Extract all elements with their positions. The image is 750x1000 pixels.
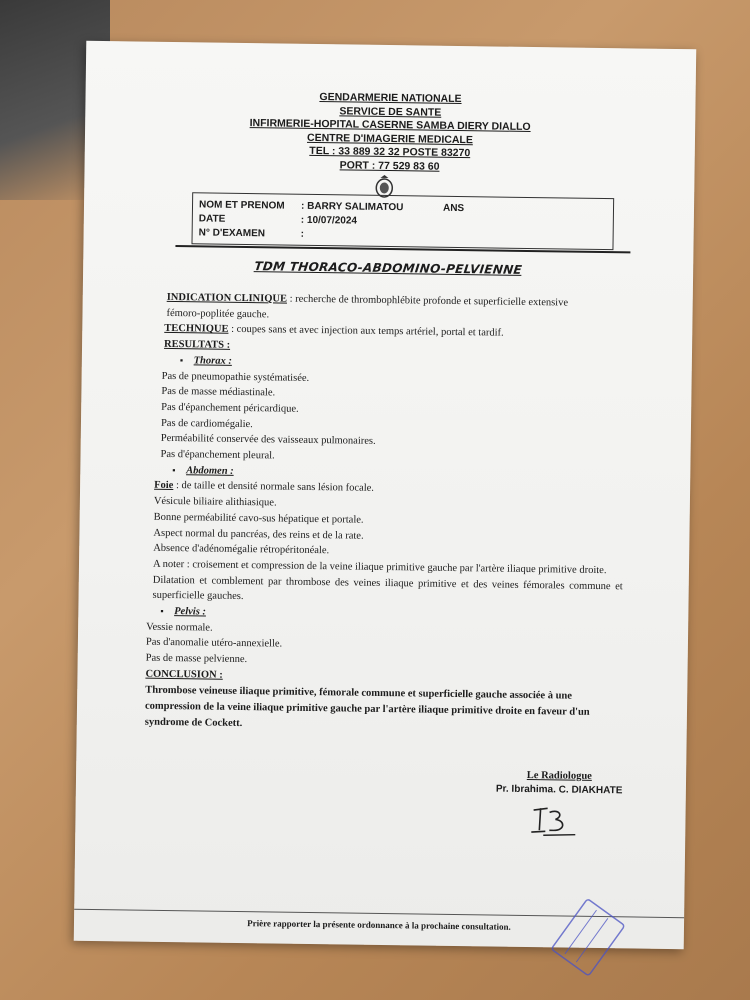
conclusion-label: CONCLUSION :	[145, 668, 223, 681]
report-body	[145, 290, 621, 737]
header-line-5: TEL : 33 889 32 32 POSTE 83270	[309, 144, 471, 160]
list-item: Pas de cardiomégalie.	[160, 417, 253, 430]
list-item: Bonne perméabilité cavo-sus hépatique et portale.	[153, 511, 364, 526]
list-item: Perméabilité conservée des vaisseaux pulmonaires.	[160, 433, 376, 448]
indication-line-2: fémoro-poplitée gauche.	[166, 307, 270, 321]
report-title: TDM THORACO-ABDOMINO-PELVIENNE	[253, 259, 523, 277]
conclusion-text: Thrombose veineuse iliaque primitive, fémorale commune et superficielle gauche associée à une compression de la veine iliaque primitive gauche par l'artère iliaque primitive droite en faveur d'un syndrome de Cockett.	[144, 684, 590, 729]
indication-text: : recherche de thrombophlébite profonde et superficielle extensive	[286, 293, 569, 309]
list-item: Pas d'épanchement péricardique.	[161, 401, 299, 415]
exam-label: N° D'EXAMEN	[198, 227, 266, 240]
header-line-1: GENDARMERIE NATIONALE	[319, 91, 462, 106]
abdomen-note-1: A noter : croisement et compression de la veine iliaque primitive gauche par l'artère iliaque primitive droite.	[152, 558, 607, 577]
footer-note: Prière rapporter la présente ordonnance à la prochaine consultation.	[247, 918, 511, 932]
name-value: : BARRY SALIMATOU	[300, 200, 404, 214]
header-line-2: SERVICE DE SANTE	[339, 104, 442, 119]
name-label: NOM ET PRENOM	[198, 199, 285, 212]
date-label: DATE	[198, 213, 226, 225]
technique-text: : coupes sans et avec injection aux temps artériel, portal et tardif.	[228, 324, 504, 340]
pelvis-label: Pelvis :	[174, 606, 207, 618]
thorax-list	[148, 368, 619, 469]
header-line-4: CENTRE D'IMAGERIE MEDICALE	[306, 131, 473, 146]
results-label: RESULTATS :	[164, 339, 231, 351]
list-item: Pas de masse médiastinale.	[161, 386, 276, 399]
institution-header	[85, 88, 696, 178]
exam-value: :	[300, 228, 305, 240]
radiologist-name: Pr. Ibrahima. C. DIAKHATE	[495, 783, 623, 797]
abdomen-list	[146, 478, 623, 610]
technique-label: TECHNIQUE	[164, 323, 229, 336]
radiologist-role: Le Radiologue	[526, 770, 592, 782]
list-item: Pas d'anomalie utéro-annexielle.	[145, 637, 283, 651]
list-item: Vessie normale.	[146, 621, 213, 634]
pelvis-list	[146, 619, 617, 673]
date-value: : 10/07/2024	[300, 214, 358, 227]
header-line-6: PORT : 77 529 83 60	[339, 158, 440, 173]
radiologist-signature-block	[496, 769, 623, 799]
thorax-label: Thorax :	[193, 355, 232, 367]
indication-label: INDICATION CLINIQUE	[166, 291, 288, 305]
abdomen-note-2: Dilatation et comblement par thrombose des veines iliaque primitive et des veines fémorales commune et superficielle gauches.	[152, 574, 623, 603]
list-item: Pas de pneumopathie systématisée.	[161, 370, 310, 384]
handwritten-signature	[525, 802, 586, 843]
age-label: ANS	[442, 202, 465, 215]
foie-label: Foie	[154, 480, 174, 492]
list-item: Pas d'épanchement pleural.	[160, 448, 275, 462]
institution-stamp	[544, 892, 634, 984]
list-item: Vésicule biliaire alithiasique.	[153, 495, 277, 509]
medical-report-sheet	[74, 41, 697, 949]
header-line-3: INFIRMERIE-HOPITAL CASERNE SAMBA DIERY DIALLO	[249, 117, 531, 133]
foie-text: : de taille et densité normale sans lésion focale.	[173, 480, 375, 495]
list-item: Aspect normal du pancréas, des reins et de la rate.	[153, 527, 364, 542]
patient-info-box	[191, 192, 614, 250]
list-item: Pas de masse pelvienne.	[145, 652, 248, 666]
abdomen-label: Abdomen :	[186, 464, 234, 477]
list-item: Absence d'adénomégalie rétropéritonéale.	[153, 543, 330, 557]
